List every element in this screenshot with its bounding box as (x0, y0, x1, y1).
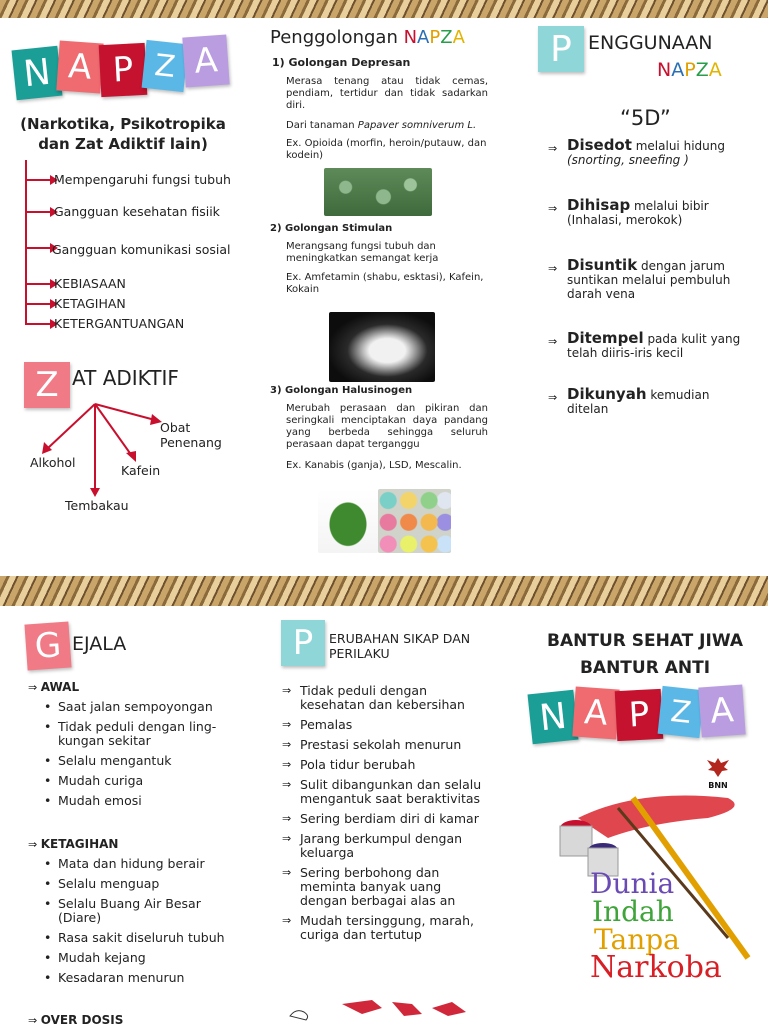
bantur-line2: BANTUR ANTI (579, 658, 711, 678)
title-napza-n: N (403, 27, 418, 48)
group3-example: Ex. Kanabis (ganja), LSD, Mescalin. (286, 460, 462, 471)
effect-4: KEBIASAAN (54, 276, 126, 291)
group1-source (286, 120, 488, 132)
ketagihan-heading (28, 837, 118, 851)
arrow-icon: ⇒ (548, 391, 558, 404)
effect-5: KETAGIHAN (54, 296, 126, 311)
five-d-sub: telah diiris-iris kecil (567, 346, 684, 360)
poppy-image (324, 168, 432, 216)
gejala-letter-tile: G (24, 622, 71, 671)
zat-obat: Obat Penenang (160, 420, 222, 450)
group1-desc: Merasa tenang atau tidak cemas, pendiam, tertidur dan tidak sadarkan diri. (286, 76, 488, 111)
five-d-item (548, 198, 760, 258)
group1-heading: 1) Golongan Depresan (272, 56, 411, 69)
list-item: • Mata dan hidung berair (40, 857, 240, 871)
list-item: • Selalu Buang Air Besar (Diare) (40, 897, 240, 925)
awal-heading (28, 680, 79, 694)
garuda-icon (706, 756, 730, 778)
group1-source-text: Dari tanaman (286, 120, 358, 131)
logo-letter-a2: A (698, 685, 745, 738)
pg-napza-z: Z (695, 59, 709, 81)
five-d-item (548, 138, 760, 198)
list-item: • Selalu menguap (40, 877, 240, 891)
effect-3: Gangguan komunikasi sosial (52, 242, 231, 257)
five-d-item (548, 387, 760, 427)
five-d-rest: pada kulit yang (643, 332, 741, 346)
pg-napza-n: N (657, 59, 672, 81)
title-napza-z: Z (440, 27, 453, 48)
awal-list (40, 700, 240, 814)
title-napza-a2: A (452, 27, 465, 48)
perubahan-letter-tile: P (281, 620, 325, 666)
awal-heading-text: AWAL (40, 680, 80, 694)
zat-alkohol: Alkohol (30, 455, 76, 470)
list-item: ⇒ Tidak peduli dengan kesehatan dan kebersihan (282, 684, 482, 712)
logo-letter-a: A (56, 41, 103, 94)
zat-title: AT ADIKTIF (72, 366, 179, 390)
list-item: ⇒ Sering berbohong dan meminta banyak uang dengan berbagai alas an (282, 866, 482, 908)
arrow-icon: ⇒ (28, 838, 41, 851)
penggunaan-title: ENGGUNAAN (588, 32, 713, 54)
penggolongan-title (270, 27, 465, 48)
logo-letter-p: P (99, 43, 148, 97)
effect-6: KETERGANTUANGAN (54, 316, 185, 331)
bantur-line1: BANTUR SEHAT JIWA (547, 631, 743, 651)
five-d-bold: Dihisap (567, 196, 631, 214)
list-item: • Mudah emosi (40, 794, 240, 808)
logo-letter-z: Z (658, 686, 705, 738)
slogan-line-2: Indah (592, 895, 674, 928)
list-item: ⇒ Prestasi sekolah menurun (282, 738, 482, 752)
five-d-bold: Dikunyah (567, 385, 647, 403)
list-item: ⇒ Sulit dibangunkan dan selalu mengantuk saat beraktivitas (282, 778, 482, 806)
logo-letter-z: Z (142, 40, 189, 92)
arrow-icon: ⇒ (548, 202, 558, 215)
five-d-item (548, 331, 760, 387)
five-d-title: “5D” (620, 106, 671, 130)
zat-tembakau: Tembakau (65, 498, 129, 513)
top-border (0, 0, 768, 18)
overdosis-heading-text: OVER DOSIS (40, 1013, 124, 1027)
title-napza-p: P (429, 27, 441, 48)
logo-letter-n: N (528, 690, 579, 745)
napza-subtitle: (Narkotika, Psikotropika dan Zat Adiktif lain) (20, 115, 226, 153)
logo-letter-p: P (615, 689, 664, 741)
five-d-bold: Ditempel (567, 329, 644, 347)
five-d-rest: dengan jarum (637, 259, 725, 273)
list-item: ⇒ Mudah tersinggung, marah, curiga dan tertutup (282, 914, 482, 942)
pg-napza-a2: A (708, 59, 722, 81)
slogan-line-3: Tanpa (594, 923, 680, 956)
five-d-item (548, 258, 760, 331)
napza-logo-top (14, 36, 234, 106)
powder-image (329, 312, 435, 382)
group2-example: Ex. Amfetamin (shabu, esktasi), Kafein, Kokain (286, 272, 484, 295)
cannabis-image (318, 489, 378, 553)
slogan (590, 867, 760, 985)
list-item: • Rasa sakit diseluruh tubuh (40, 931, 240, 945)
napza-logo-bottom (530, 686, 750, 746)
effect-1: Mempengaruhi fungsi tubuh (54, 172, 231, 187)
list-item: • Saat jalan sempoyongan (40, 700, 240, 714)
bantur-heading (522, 628, 768, 682)
list-item: ⇒ Pola tidur berubah (282, 758, 482, 772)
arrow-icon: ⇒ (28, 1014, 41, 1027)
gejala-title: EJALA (72, 633, 127, 655)
ketagihan-heading-text: KETAGIHAN (40, 837, 119, 851)
arrow-icon: ⇒ (548, 335, 558, 348)
five-d-sub: ditelan (567, 402, 609, 416)
penggunaan-letter-tile: P (538, 26, 584, 72)
group2-heading: 2) Golongan Stimulan (270, 223, 393, 234)
list-item: ⇒ Pemalas (282, 718, 482, 732)
five-d-list (548, 138, 760, 427)
five-d-sub: (Inhalasi, merokok) (567, 213, 683, 227)
perubahan-title: ERUBAHAN SIKAP DAN PERILAKU (329, 631, 471, 661)
ketagihan-list (40, 857, 240, 991)
five-d-rest: melalui hidung (631, 139, 725, 153)
indonesia-map-image (282, 994, 472, 1024)
group2-desc: Merangsang fungsi tubuh dan meningkatkan semangat kerja (286, 241, 439, 264)
zat-tree-lines (30, 398, 170, 498)
penggolongan-title-text: Penggolongan (270, 27, 404, 48)
perubahan-list (282, 684, 482, 948)
group1-source-latin: Papaver somniverum L. (357, 120, 477, 131)
title-napza-a: A (417, 27, 430, 48)
list-item: ⇒ Jarang berkumpul dengan keluarga (282, 832, 482, 860)
group1-example: Ex. Opioida (morfin, heroin/putauw, dan kodein) (286, 138, 487, 161)
effect-2: Gangguan kesehatan fisiik (54, 204, 220, 219)
arrow-icon: ⇒ (548, 262, 558, 275)
pg-napza-a: A (671, 59, 685, 81)
list-item: ⇒ Sering berdiam diri di kamar (282, 812, 482, 826)
list-item: • Mudah kejang (40, 951, 240, 965)
list-item: • Mudah curiga (40, 774, 240, 788)
arrow-icon: ⇒ (548, 142, 558, 155)
list-item: • Selalu mengantuk (40, 754, 240, 768)
penggunaan-napza (657, 59, 722, 81)
list-item: • Kesadaran menurun (40, 971, 240, 985)
logo-letter-n: N (12, 46, 63, 101)
zat-letter-tile: Z (24, 362, 70, 408)
pg-napza-p: P (684, 59, 696, 81)
arrow-icon: ⇒ (28, 681, 41, 694)
logo-letter-a2: A (182, 35, 229, 88)
middle-border (0, 576, 768, 606)
five-d-bold: Disuntik (567, 256, 638, 274)
group3-desc: Merubah perasaan dan pikiran dan seringkali menciptakan daya pandang yang berbeda sehingga seluruh perasaan dapat terganggu (286, 403, 488, 450)
logo-letter-a: A (572, 687, 619, 740)
zat-kafein: Kafein (121, 463, 161, 478)
overdosis-heading (28, 1013, 123, 1027)
group3-heading: 3) Golongan Halusinogen (270, 385, 413, 396)
pills-image (378, 489, 451, 553)
five-d-sub: (snorting, sneefing ) (567, 153, 689, 167)
list-item: • Tidak peduli dengan ling-kungan sekitar (40, 720, 240, 748)
five-d-rest: melalui bibir (630, 199, 709, 213)
five-d-bold: Disedot (567, 136, 632, 154)
bnn-label: BNN (708, 781, 728, 790)
five-d-sub: suntikan melalui pembuluh darah vena (567, 273, 731, 301)
slogan-line-1: Dunia (590, 867, 675, 900)
five-d-rest: kemudian (646, 388, 710, 402)
slogan-line-4: Narkoba (590, 950, 722, 985)
